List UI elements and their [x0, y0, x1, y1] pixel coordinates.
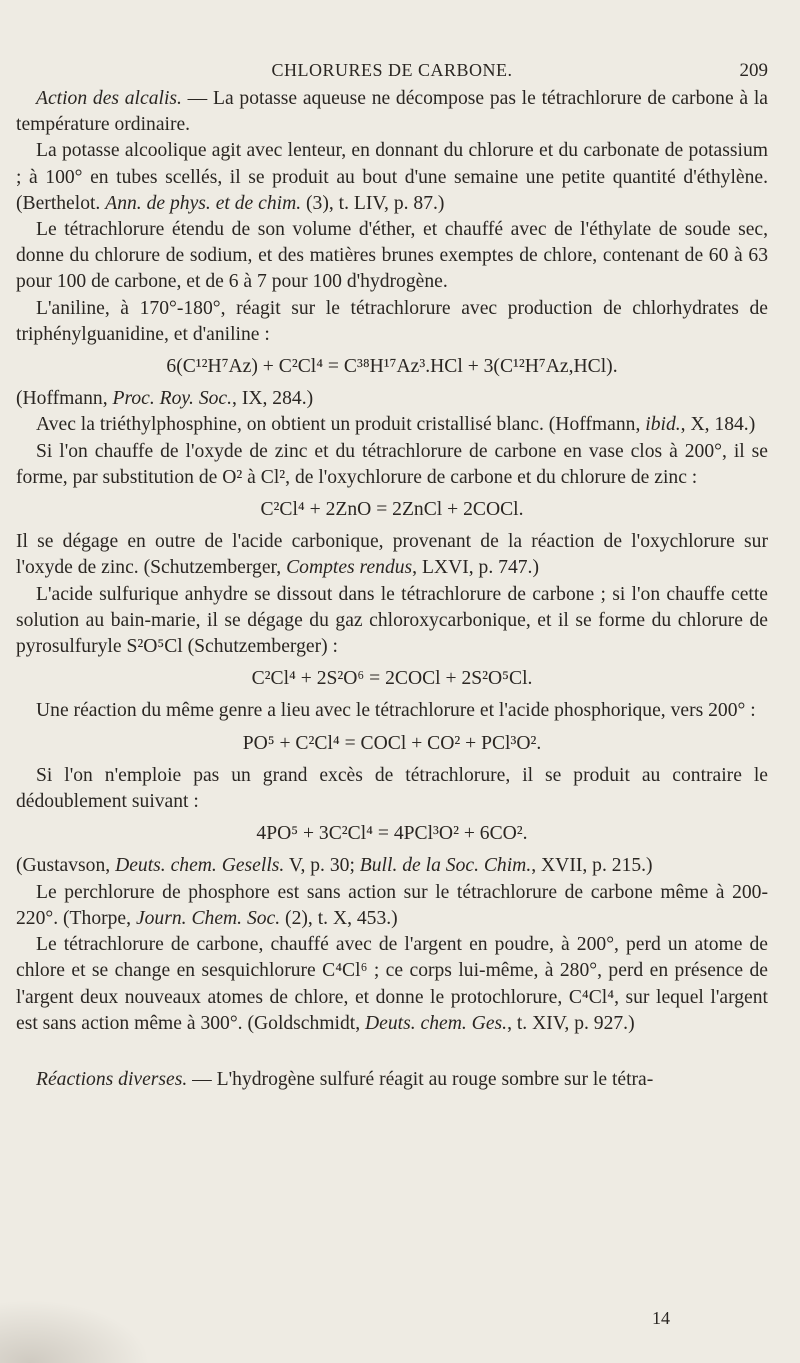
paragraph-text: , XVII, p. 215.)	[531, 855, 653, 877]
equation-phosphorique: PO⁵ + C²Cl⁴ = COCl + CO² + PCl³O².	[242, 732, 542, 754]
paragraph-text: , IX, 284.)	[232, 388, 314, 410]
citation: Deuts. chem. Gesells.	[115, 855, 285, 877]
citation-hoffmann	[16, 386, 768, 412]
paragraph-text: V, p. 30;	[284, 855, 360, 877]
paragraph-text: Le perchlorure de phosphore est sans action sur le tétrachlorure de carbone même à 200-220°. (Thorpe,	[16, 881, 768, 929]
equation-dedoublement: 4PO⁵ + 3C²Cl⁴ = 4PCl³O² + 6CO².	[256, 823, 528, 845]
citation-gustavson	[16, 853, 768, 879]
equation-zinc: C²Cl⁴ + 2ZnO = 2ZnCl + 2COCl.	[260, 499, 524, 521]
paragraph-text: , X, 184.)	[680, 414, 756, 436]
paragraph-carbonique	[16, 529, 768, 581]
running-title: CHLORURES DE CARBONE.	[271, 60, 513, 80]
paragraph-text: (3), t. LIV, p. 87.)	[301, 192, 445, 214]
section-lead: Réactions diverses.	[36, 1068, 188, 1090]
running-head	[16, 56, 768, 86]
citation: ibid.	[645, 414, 681, 436]
paragraph-text: (Gustavson,	[16, 855, 116, 877]
section-lead: Action des alcalis.	[36, 88, 182, 109]
paragraph-text: Le tétrachlorure de carbone, chauffé avec de l'argent en poudre, à 200°, perd un atome de chlore et se change en sesquichlorure C⁴Cl⁶ ; ce corps lui-même, à 280°, perd en présence de l'argent deux nouveaux atomes de chlore, et donne le protochlorure, C⁴Cl⁴, sur lequel l'argent est sans action même à 300°. (Goldschmidt,	[16, 934, 768, 1034]
paragraph-text: Il se dégage en outre de l'acide carbonique, provenant de la réaction de l'oxychlorure sur l'oxyde de zinc. (Schutzemberger,	[16, 531, 768, 579]
paragraph-aniline: L'aniline, à 170°-180°, réagit sur le tétrachlorure avec production de chlorhydrates de triphénylguanidine, et d'aniline :	[16, 297, 768, 345]
paragraph-triethylphosphine	[16, 412, 768, 438]
page	[16, 56, 768, 1093]
paragraph-alcalis	[16, 86, 768, 138]
paragraph-ether: Le tétrachlorure étendu de son volume d'éther, et chauffé avec de l'éthylate de soude sec, donne du chlorure de sodium, et des matières brunes exemptes de chlore, contenant de 60 à 63 pour 100 de carbone, et de 6 à 7 pour 100 d'hydrogène.	[16, 219, 768, 293]
equation-aniline: 6(C¹²H⁷Az) + C²Cl⁴ = C³⁸H¹⁷Az³.HCl + 3(C¹²H⁷Az,HCl).	[166, 356, 618, 378]
paragraph-potasse	[16, 138, 768, 217]
paragraph-reactions-diverses	[16, 1067, 768, 1093]
paragraph-exces: Si l'on n'emploie pas un grand excès de tétrachlorure, il se produit au contraire le dédoublement suivant :	[16, 764, 768, 813]
page-number: 209	[739, 60, 768, 81]
equation-sulfurique: C²Cl⁴ + 2S²O⁶ = 2COCl + 2S²O⁵Cl.	[251, 668, 533, 690]
paragraph-text: — La potasse aqueuse ne décompose pas le tétrachlorure de carbone à la température ordinaire.	[16, 88, 768, 136]
paragraph-text: Avec la triéthylphosphine, on obtient un produit cristallisé blanc. (Hoffmann,	[36, 414, 646, 436]
citation: Proc. Roy. Soc.	[112, 388, 233, 410]
signature-mark: 14	[652, 1308, 670, 1328]
paragraph-perchlorure	[16, 880, 768, 932]
citation: Comptes rendus	[286, 557, 413, 579]
paragraph-text: (Hoffmann,	[16, 388, 113, 410]
citation: Ann. de phys. et de chim.	[105, 192, 302, 214]
paragraph-text: , t. XIV, p. 927.)	[507, 1012, 635, 1034]
paragraph-argent	[16, 932, 768, 1037]
paragraph-phosphorique: Une réaction du même genre a lieu avec le tétrachlorure et l'acide phosphorique, vers 200° :	[36, 700, 756, 722]
citation: Deuts. chem. Ges.	[365, 1012, 508, 1034]
paragraph-text: La potasse alcoolique agit avec lenteur, en donnant du chlorure et du carbonate de potassium ; à 100° en tubes scellés, il se produit au bout d'une semaine une petite quantité d'éthylène. (Berthelot.	[16, 140, 768, 214]
paragraph-sulfurique: L'acide sulfurique anhydre se dissout dans le tétrachlorure de carbone ; si l'on chauffe cette solution au bain-marie, il se dégage du gaz chloroxycarbonique, et il se forme du chlorure de pyrosulfuryle S²O⁵Cl (Schutzemberger) :	[16, 583, 768, 658]
paragraph-text: (2), t. X, 453.)	[280, 907, 398, 929]
paragraph-zinc: Si l'on chauffe de l'oxyde de zinc et du tétrachlorure de carbone en vase clos à 200°, il se forme, par substitution de O² à Cl², de l'oxychlorure de carbone et du chlorure de zinc :	[16, 440, 768, 488]
section-gap	[16, 1037, 768, 1067]
paragraph-text: , LXVI, p. 747.)	[412, 557, 539, 579]
paper-stain	[0, 1300, 150, 1363]
paragraph-text: — L'hydrogène sulfuré réagit au rouge sombre sur le tétra-	[187, 1068, 654, 1090]
citation: Bull. de la Soc. Chim.	[359, 855, 532, 877]
citation: Journ. Chem. Soc.	[135, 907, 281, 929]
